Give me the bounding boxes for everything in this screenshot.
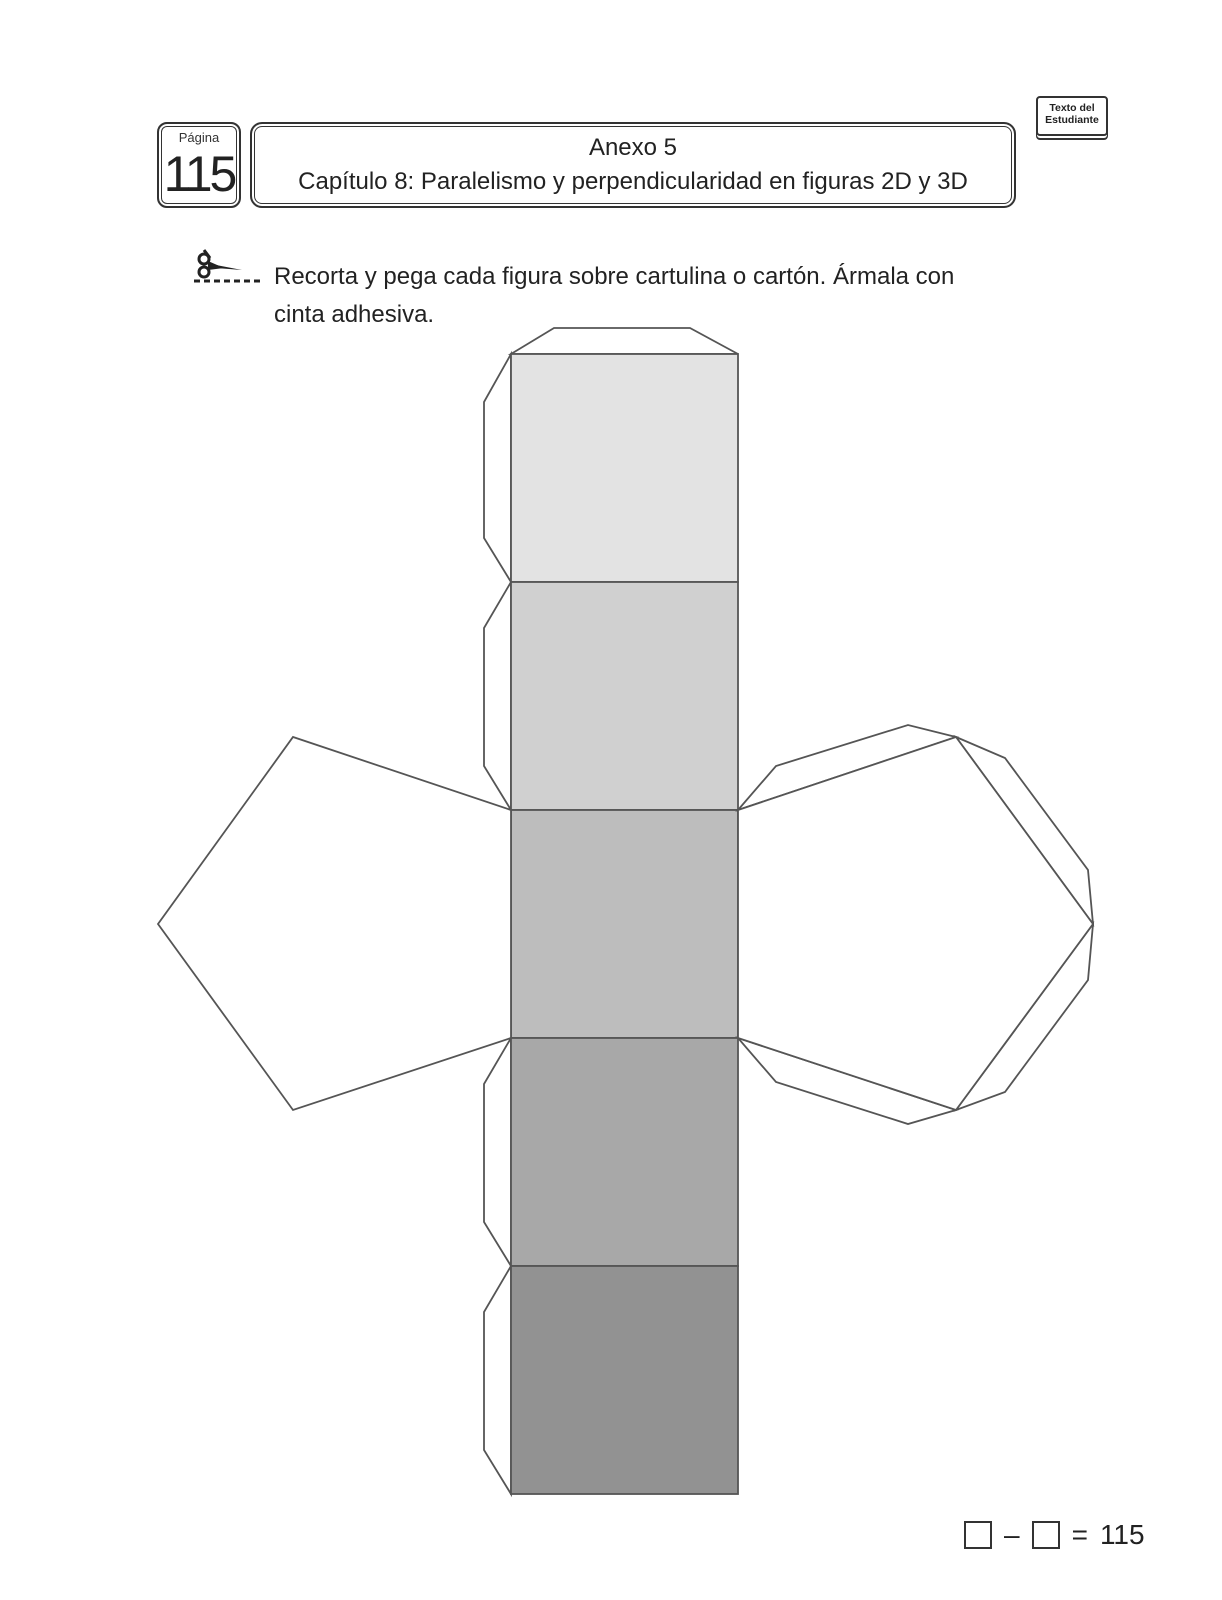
rect-face-2: [511, 582, 738, 810]
book-label-line2: Estudiante: [1045, 114, 1099, 126]
pentagon-face-left: [158, 737, 511, 1110]
glue-tab-left-5: [484, 1266, 511, 1494]
reference-connector: a: [1069, 165, 1077, 177]
page-number: 115: [163, 146, 235, 202]
instruction-line2: cinta adhesiva.: [274, 301, 435, 328]
rect-face-4: [511, 1038, 738, 1266]
glue-tab-left-1: [484, 354, 511, 582]
page-label: Página: [178, 130, 220, 145]
rect-face-5: [511, 1266, 738, 1494]
rect-face-1: [511, 354, 738, 582]
minus-sign: –: [1004, 1519, 1020, 1550]
glue-tab-top: [511, 328, 738, 354]
reference-to: Pág.153: [1048, 180, 1098, 195]
chapter-title: Capítulo 8: Paralelismo y perpendicularidad en figuras 2D y 3D: [298, 168, 968, 195]
equals-sign: =: [1071, 1519, 1088, 1550]
rect-face-3: [511, 810, 738, 1038]
reference-from: Pág. 130: [1046, 146, 1100, 161]
pentagon-face-right: [738, 737, 1093, 1110]
book-label-line1: Texto del: [1049, 102, 1095, 114]
instruction-line1: Recorta y pega cada figura sobre cartulina o cartón. Ármala con: [274, 263, 955, 290]
answer-box-1[interactable]: [964, 1521, 992, 1549]
equation-result: 115: [1099, 1519, 1145, 1550]
annex-title: Anexo 5: [588, 134, 678, 161]
answer-box-2[interactable]: [1032, 1521, 1060, 1549]
glue-tab-left-2: [484, 582, 511, 810]
glue-tab-left-4: [484, 1038, 511, 1266]
subtraction-equation: [964, 1515, 1145, 1555]
